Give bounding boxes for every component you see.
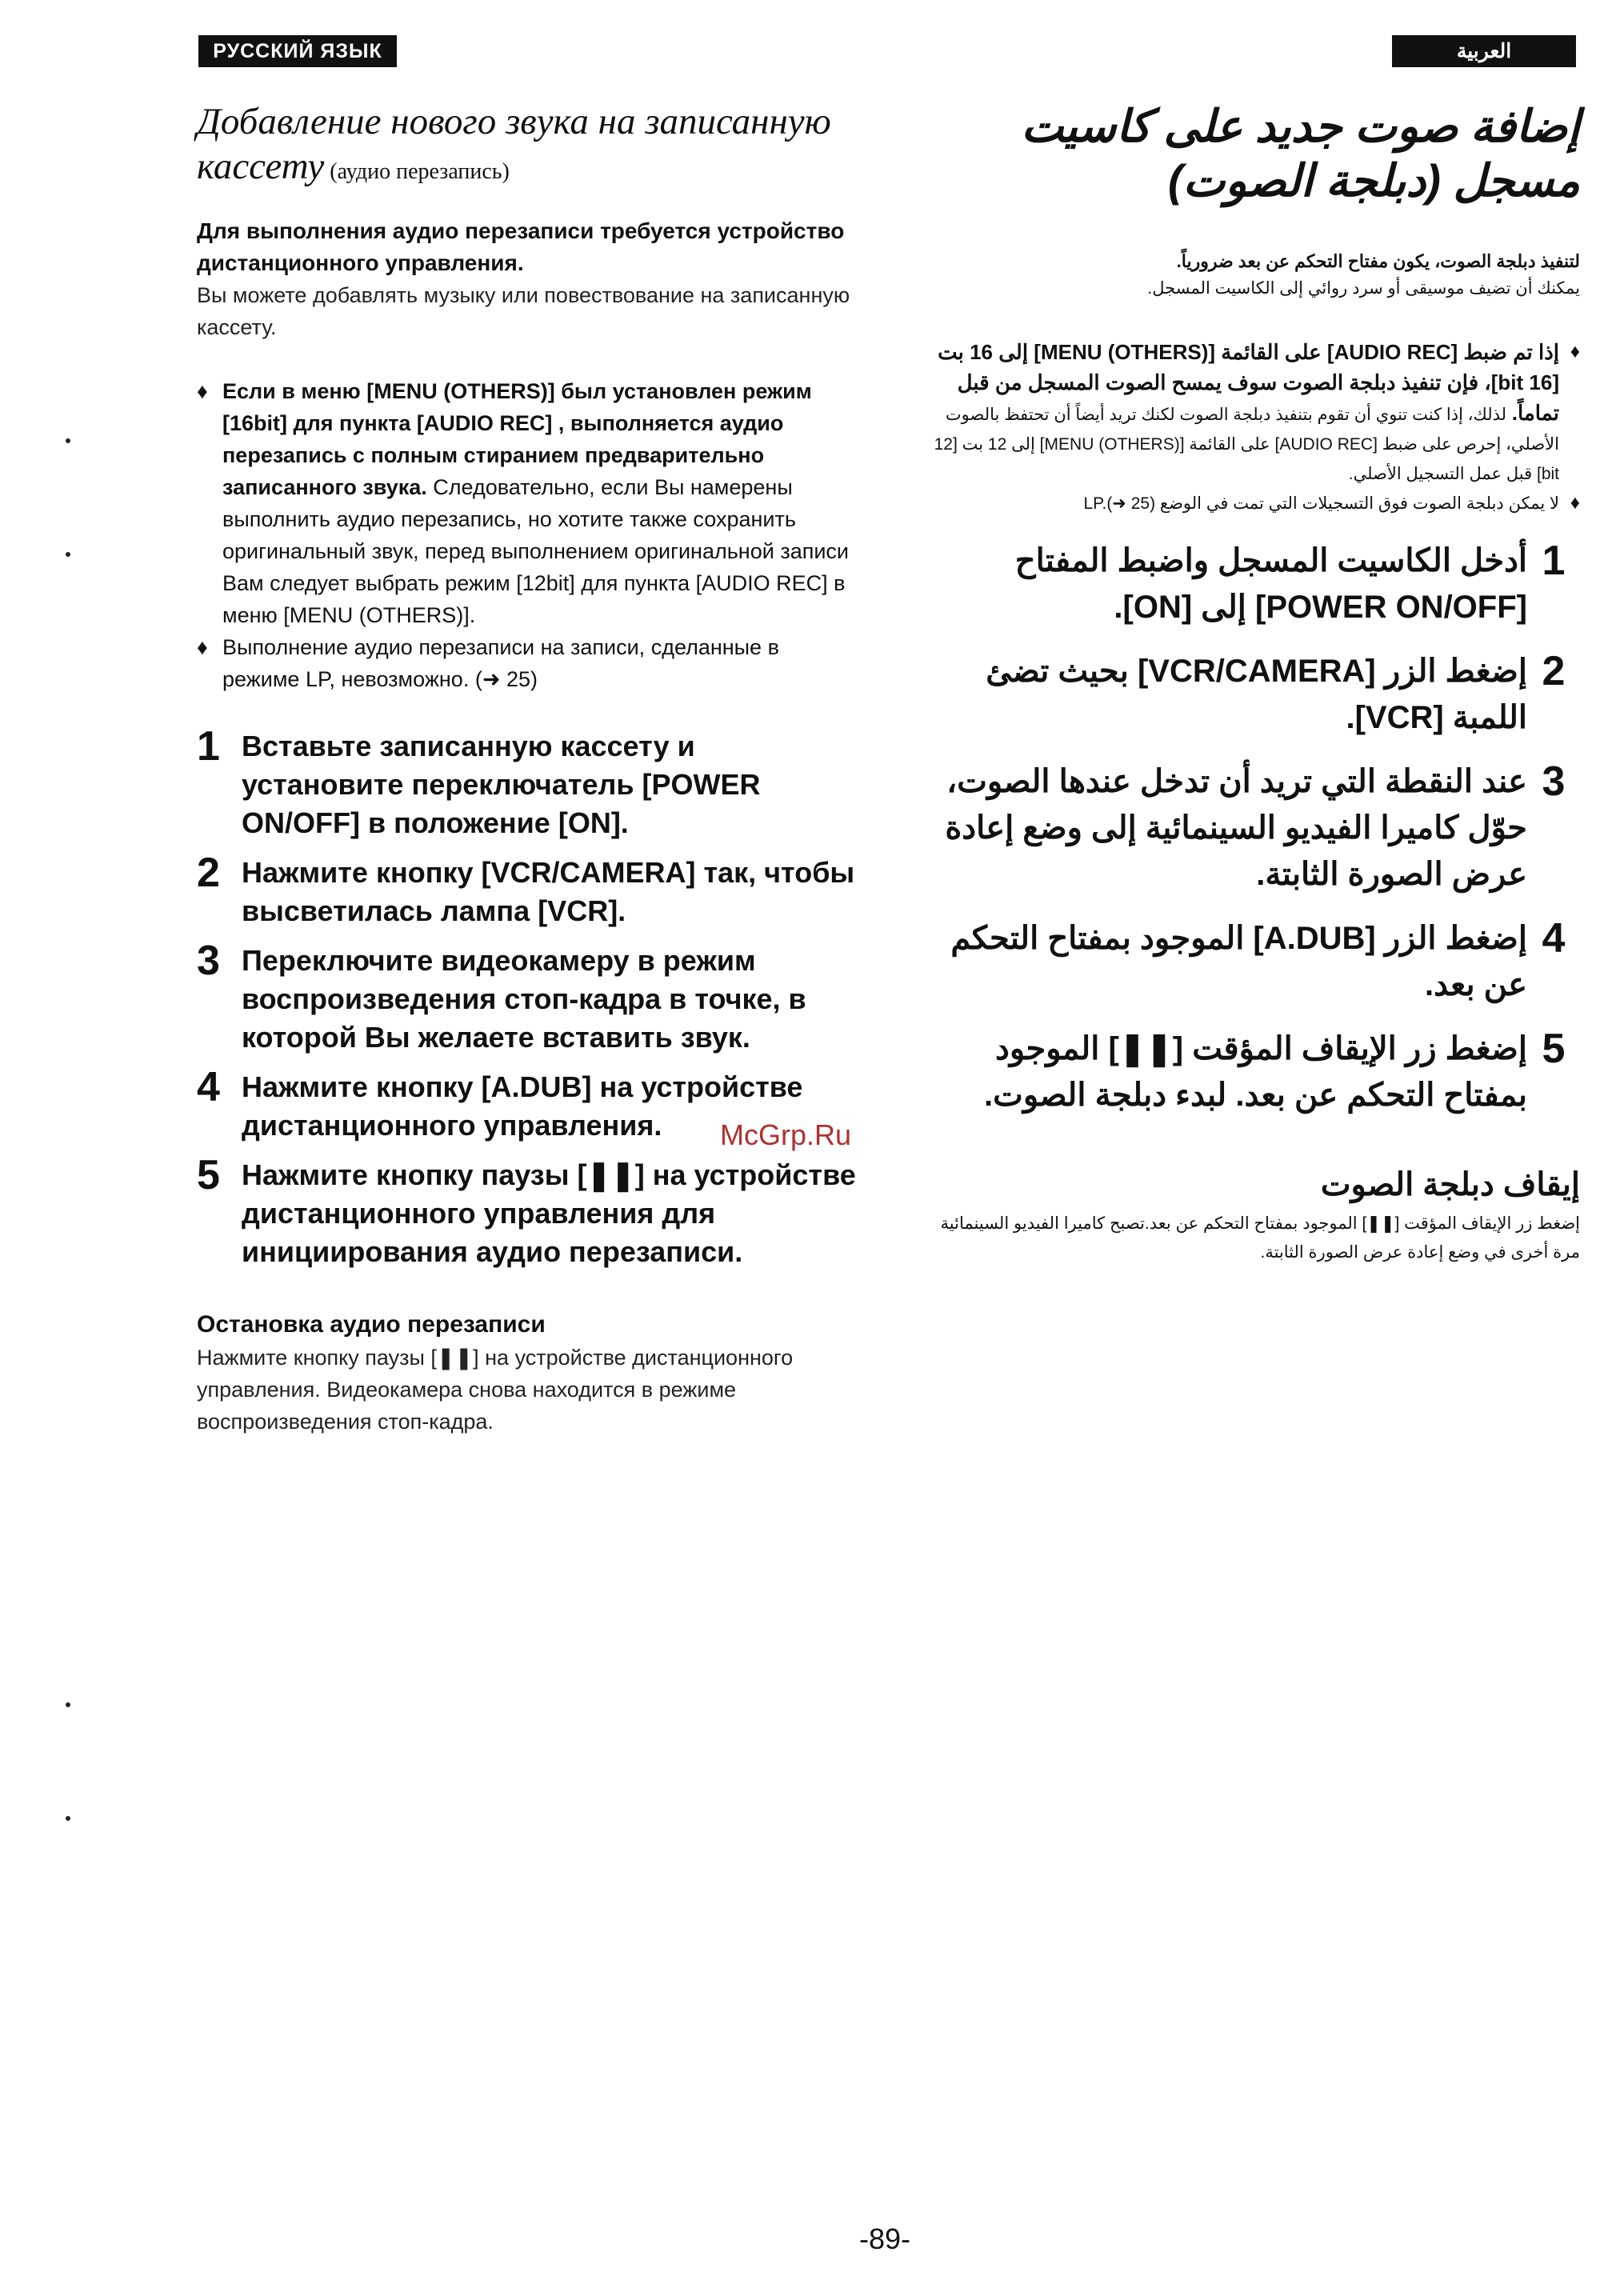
bullet-icon: ♦ [197,635,208,659]
bullet-icon: ♦ [1570,492,1580,514]
note-item: ♦ لا يمكن دبلجة الصوت فوق التسجيلات التي تمت في الوضع LP.(➜ 25) [928,489,1580,518]
step-item: 2 Нажмите кнопку [VCR/CAMERA] так, чтобы высветилась лампа [VCR]. [197,850,855,927]
watermark: McGrp.Ru [720,1118,852,1151]
step-item: 1 Вставьте записанную кассету и установите переключатель [POWER ON/OFF] в положение [ON]. [197,723,761,839]
margin-mark [66,1702,70,1707]
step-item: 4 Нажмите кнопку [A.DUB] на устройстве дистанционного управления. [197,1064,803,1142]
stop-section-text: Нажмите кнопку паузы [❚❚] на устройстве дистанционного управления. Видеокамера снова находится в режиме воспроизведения стоп-кадра. [197,1346,794,1434]
margin-mark [66,438,70,443]
step-item: 1 أدخل الكاسيت المسجل واضبط المفتاح [POWER ON/OFF] إلى [ON]. [1014,538,1566,625]
page-title-arabic: إضافة صوت جديد على كاسيت مسجل (دبلجة الصوت) [1021,101,1580,206]
russian-column [197,99,861,1438]
margin-mark [66,552,70,557]
arabic-column [928,99,1580,1267]
intro-text: Вы можете добавлять музыку или повествование на записанную кассету. [197,283,850,339]
notes-list [197,375,861,695]
language-tab-russian: РУССКИЙ ЯЗЫК [198,35,397,67]
intro-required-text: Для выполнения аудио перезаписи требуется устройство дистанционного управления. [197,218,845,275]
note-item: ♦ Выполнение аудио перезаписи на записи, сделанные в режиме LP, невозможно. (➜ 25) [197,631,861,695]
step-item: 5 Нажмите кнопку паузы [❚❚] на устройстве дистанционного управления для инициирования аудио перезаписи. [197,1152,856,1268]
bullet-icon: ♦ [1570,341,1580,362]
stop-section-title-arabic: إيقاف دبلجة الصوت [1320,1167,1580,1202]
intro-required-text-arabic: لتنفيذ دبلجة الصوت، يكون مفتاح التحكم عن بعد ضرورياً. [1176,251,1580,271]
page-title: Добавление нового звука на записанную кассету (аудио перезапись) [197,101,831,187]
stop-section-text-arabic: إضغط زر الإيقاف المؤقت [❚❚] الموجود بمفتاح التحكم عن بعد.تصبح كاميرا الفيديو السينمائية مرة أخرى في وضع إعادة عرض الصورة الثابتة. [940,1214,1580,1262]
step-item: 2 إضغط الزر [VCR/CAMERA] بحيث تضئ اللمبة [VCR]. [986,648,1566,735]
step-item: 3 عند النقطة التي تريد أن تدخل عندها الصوت، حوّل كاميرا الفيديو السينمائية إلى وضع إعادة عرض الصورة الثابتة. [945,758,1566,892]
notes-list-arabic [928,338,1580,518]
note-item: ♦ Если в меню [MENU (OTHERS)] был установлен режим [16bit] для пункта [AUDIO REC] , выполняется аудио перезапись с полным стиранием предварительно записанного звука. Следовательно, если Вы намерены выполнить аудио перезапись, но хотите также сохранить оригинальный звук, перед выполнением оригинальной записи Вам следует выбрать режим [12bit] для пункта [AUDIO REC] в меню [MENU (OTHERS)]. [197,375,861,631]
steps-list-arabic [928,538,1580,1118]
step-item: 5 إضغط زر الإيقاف المؤقت [❚❚] الموجود بمفتاح التحكم عن بعد. لبدء دبلجة الصوت. [984,1026,1566,1113]
language-tab-arabic: العربية [1392,35,1576,67]
step-item: 3 Переключите видеокамеру в режим воспроизведения стоп-кадра в точке, в которой Вы желаете вставить звук. [197,938,806,1054]
bullet-icon: ♦ [197,379,208,403]
note-item: ♦ إذا تم ضبط [AUDIO REC] على القائمة [MENU (OTHERS)] إلى 16 بت [16 bit]، فإن تنفيذ دبلجة الصوت سوف يمسح الصوت المسجل من قبل تماماً. لذلك، إذا كنت تنوي أن تقوم بتنفيذ دبلجة الصوت لكنك تريد أيضاً أن تحتفظ بالصوت الأصلي، إحرص على ضبط [AUDIO REC] على القائمة [MENU (OTHERS)] إلى 12 بت [12 bit] قبل عمل التسجيل الأصلي. [928,338,1580,489]
margin-mark [66,1816,70,1821]
stop-section-title: Остановка аудио перезаписи [197,1311,546,1338]
steps-list [197,723,861,1271]
page-number: -89- [859,2222,911,2255]
step-item: 4 إضغط الزر [A.DUB] الموجود بمفتاح التحكم عن بعد. [950,915,1566,1002]
intro-text-arabic: يمكنك أن تضيف موسيقى أو سرد روائي إلى الكاسيت المسجل. [1147,279,1580,298]
